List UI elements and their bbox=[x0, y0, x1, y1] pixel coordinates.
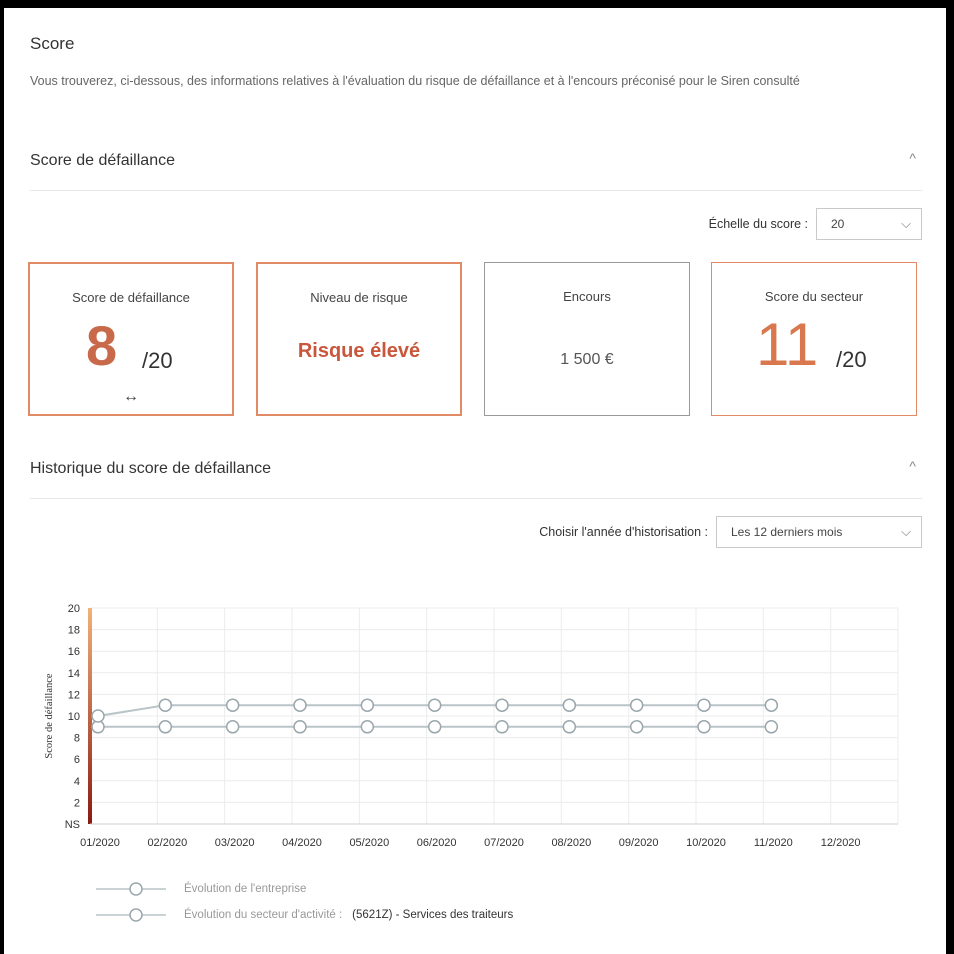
data-point bbox=[698, 699, 710, 711]
intro-text: Vous trouverez, ci-dessous, des informations relatives à l'évaluation du risque de défaillance et à l'encours préconisé pour le Siren consulté bbox=[30, 74, 800, 88]
score-value: 8 bbox=[86, 314, 118, 377]
x-tick-label: 12/2020 bbox=[820, 837, 861, 849]
data-point bbox=[361, 721, 373, 733]
legend-label: Évolution du secteur d'activité : bbox=[184, 909, 343, 921]
x-tick-label: 02/2020 bbox=[147, 837, 188, 849]
trend-stable-icon: ↔ bbox=[123, 388, 139, 405]
y-axis-label: Score de défaillance bbox=[44, 673, 55, 759]
data-point bbox=[765, 699, 777, 711]
y-tick-label: 10 bbox=[67, 711, 80, 723]
risk-level: Risque élevé bbox=[297, 340, 421, 362]
x-tick-label: 06/2020 bbox=[416, 837, 457, 849]
card-title: Score du secteur bbox=[764, 289, 864, 304]
data-point bbox=[496, 721, 508, 733]
history-chart bbox=[34, 596, 904, 856]
legend-line-marker-icon bbox=[96, 908, 166, 922]
y-tick-label: 12 bbox=[67, 689, 80, 702]
legend-sector-code: (5621Z) - Services des traiteurs bbox=[352, 909, 514, 921]
scale-select-value: 20 bbox=[831, 217, 845, 231]
data-point bbox=[159, 699, 171, 711]
data-point bbox=[563, 699, 575, 711]
data-point bbox=[92, 710, 104, 722]
data-point bbox=[563, 721, 575, 733]
card-niveau-risque bbox=[256, 262, 462, 416]
x-tick-label: 09/2020 bbox=[618, 837, 659, 849]
year-select[interactable] bbox=[716, 516, 922, 548]
scale-select-row bbox=[709, 208, 922, 240]
card-encours bbox=[484, 262, 690, 416]
x-tick-label: 04/2020 bbox=[282, 837, 322, 849]
x-tick-label: 05/2020 bbox=[349, 837, 390, 849]
score-panel bbox=[4, 8, 946, 954]
y-tick-label: 8 bbox=[73, 732, 80, 745]
legend-item-secteur[interactable] bbox=[96, 902, 513, 928]
score-section-header[interactable] bbox=[30, 140, 922, 191]
data-point bbox=[227, 721, 239, 733]
scale-select[interactable] bbox=[816, 208, 922, 240]
data-point bbox=[698, 721, 710, 733]
score-cards bbox=[28, 262, 920, 418]
card-score-secteur bbox=[711, 262, 917, 416]
y-tick-label: NS bbox=[64, 819, 80, 831]
sector-score-value: 11 bbox=[756, 311, 819, 378]
y-tick-label: 20 bbox=[67, 603, 80, 615]
legend-line-marker-icon bbox=[96, 882, 166, 896]
x-tick-label: 08/2020 bbox=[551, 837, 592, 849]
score-section-title: Score de défaillance bbox=[30, 152, 175, 169]
chevron-up-icon[interactable]: ^ bbox=[909, 150, 916, 166]
legend-item-entreprise[interactable] bbox=[96, 876, 513, 902]
data-point bbox=[429, 699, 441, 711]
chart-legend bbox=[96, 876, 513, 928]
data-point bbox=[361, 699, 373, 711]
y-tick-label: 16 bbox=[67, 646, 80, 659]
data-point bbox=[227, 699, 239, 711]
y-tick-label: 14 bbox=[67, 667, 80, 680]
card-score-defaillance bbox=[28, 262, 234, 416]
chevron-down-icon: ⌵ bbox=[901, 524, 911, 539]
data-point bbox=[631, 699, 643, 711]
data-point bbox=[496, 699, 508, 711]
x-tick-label: 03/2020 bbox=[214, 837, 255, 849]
card-title: Encours bbox=[563, 289, 611, 304]
y-tick-label: 2 bbox=[73, 797, 80, 810]
legend-label: Évolution de l'entreprise bbox=[184, 883, 307, 895]
y-tick-label: 6 bbox=[73, 754, 80, 767]
chevron-up-icon[interactable]: ^ bbox=[909, 458, 916, 474]
page-title: Score bbox=[30, 34, 75, 53]
card-title: Score de défaillance bbox=[72, 290, 190, 305]
year-select-value: Les 12 derniers mois bbox=[731, 525, 843, 539]
chevron-down-icon: ⌵ bbox=[901, 216, 911, 231]
score-scale: /20 bbox=[142, 348, 173, 373]
x-tick-label: 10/2020 bbox=[686, 837, 726, 849]
data-point bbox=[429, 721, 441, 733]
year-select-row bbox=[539, 516, 922, 548]
x-tick-label: 07/2020 bbox=[484, 837, 524, 849]
x-tick-label: 11/2020 bbox=[753, 837, 793, 849]
data-point bbox=[294, 721, 306, 733]
encours-value: 1 500 € bbox=[560, 351, 614, 368]
data-point bbox=[631, 721, 643, 733]
data-point bbox=[159, 721, 171, 733]
data-point bbox=[765, 721, 777, 733]
data-point bbox=[294, 699, 306, 711]
sector-score-scale: /20 bbox=[836, 347, 867, 372]
year-label: Choisir l'année d'historisation : bbox=[539, 525, 708, 539]
y-tick-label: 4 bbox=[73, 775, 80, 788]
history-section-title: Historique du score de défaillance bbox=[30, 460, 272, 477]
x-tick-label: 01/2020 bbox=[80, 837, 120, 849]
history-chart-svg bbox=[34, 596, 904, 856]
y-tick-label: 18 bbox=[67, 624, 80, 637]
card-title: Niveau de risque bbox=[310, 290, 408, 305]
history-section-header[interactable] bbox=[30, 448, 922, 499]
scale-label: Échelle du score : bbox=[708, 217, 808, 231]
